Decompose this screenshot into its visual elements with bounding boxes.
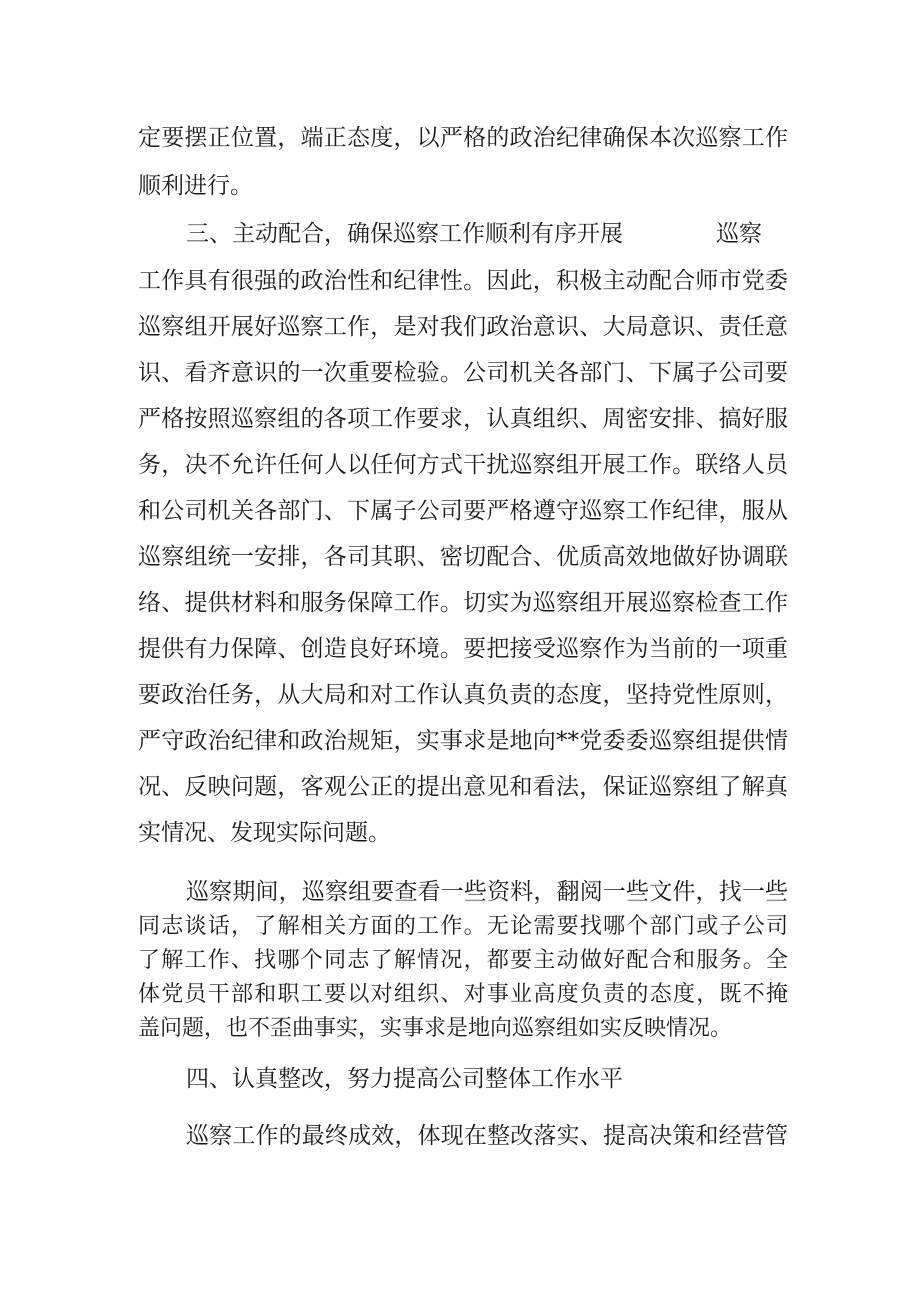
text-line-4: 工作具有很强的政治性和纪律性。因此，积极主动配合师市党委 — [138, 268, 788, 294]
text-line-7: 严格按照巡察组的各项工作要求，认真组织、周密安排、搞好服 — [138, 406, 788, 432]
section-heading-3: 三、主动配合，确保巡察工作顺利有序开展 — [186, 221, 623, 247]
text-line-9: 和公司机关各部门、下属子公司要严格遵守巡察工作纪律，服从 — [138, 498, 788, 524]
text-line-6: 识、看齐意识的一次重要检验。公司机关各部门、下属子公司要 — [138, 360, 788, 386]
text-line-16: 实情况、发现实际问题。 — [138, 820, 391, 846]
text-line-20: 体党员干部和职工要以对组织、对事业高度负责的态度，既不掩 — [138, 982, 788, 1007]
text-line-18: 同志谈话，了解相关方面的工作。无论需要找哪个部门或子公司 — [138, 914, 788, 939]
text-line-13: 要政治任务，从大局和对工作认真负责的态度，坚持党性原则， — [138, 682, 788, 708]
text-line-2: 顺利进行。 — [138, 173, 253, 199]
text-line-10: 巡察组统一安排，各司其职、密切配合、优质高效地做好协调联 — [138, 544, 788, 570]
heading-tail-text: 巡察 — [716, 221, 762, 247]
text-line-1: 定要摆正位置，端正态度，以严格的政治纪律确保本次巡察工作 — [138, 125, 788, 151]
text-line-19: 了解工作、找哪个同志了解情况，都要主动做好配合和服务。全 — [138, 948, 788, 973]
text-line-21: 盖问题，也不歪曲事实，实事求是地向巡察组如实反映情况。 — [138, 1016, 733, 1041]
text-line-8: 务，决不允许任何人以任何方式干扰巡察组开展工作。联络人员 — [138, 452, 788, 478]
text-line-15: 况、反映问题，客观公正的提出意见和看法，保证巡察组了解真 — [138, 774, 788, 800]
text-line-11: 络、提供材料和服务保障工作。切实为巡察组开展巡察检查工作 — [138, 590, 788, 616]
text-line-12: 提供有力保障、创造良好环境。要把接受巡察作为当前的一项重 — [138, 636, 788, 662]
text-line-5: 巡察组开展好巡察工作，是对我们政治意识、大局意识、责任意 — [138, 314, 788, 340]
text-line-23: 巡察工作的最终成效，体现在整改落实、提高决策和经营管 — [186, 1123, 788, 1149]
text-line-14: 严守政治纪律和政治规矩，实事求是地向**党委委巡察组提供情 — [138, 728, 788, 754]
text-line-17: 巡察期间，巡察组要查看一些资料，翻阅一些文件，找一些 — [186, 879, 788, 905]
section-heading-4: 四、认真整改，努力提高公司整体工作水平 — [186, 1066, 623, 1092]
